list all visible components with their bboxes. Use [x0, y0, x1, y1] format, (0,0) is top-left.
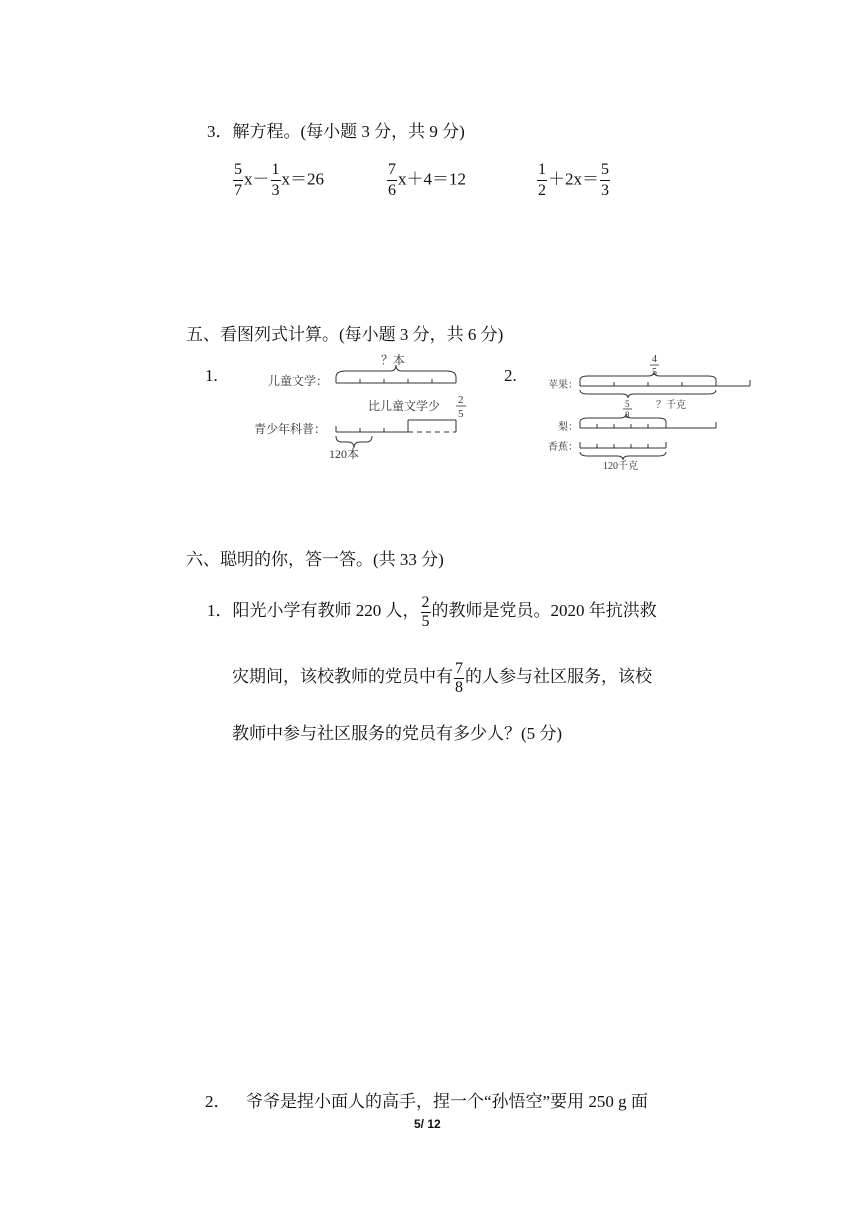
equation-1: $\frac{5}{7}$ x－ $\frac{1}{3}$ x＝26	[234, 161, 324, 199]
section-5-heading: 五、看图列式计算。(每小题 3 分，共 6 分)	[186, 325, 504, 344]
problem-2-number: 2.	[504, 366, 517, 385]
row-label-children-literature: 儿童文学：	[268, 374, 329, 388]
equation-2: $\frac{7}{6}$ x＋4＝12	[388, 161, 466, 199]
problem-1-diagram	[250, 352, 475, 462]
mid-fraction-denominator: 8	[625, 410, 630, 420]
fraction: $\frac{1}{3}$	[271, 161, 280, 199]
row-label-banana: 香蕉：	[548, 442, 578, 453]
question-2-text: 爷爷是捏小面人的高手，捏一个“孙悟空”要用 250 g 面	[246, 1092, 648, 1111]
question-1-line-1: 1．阳光小学有教师 220 人， $\frac{2}{5}$ 的教师是党员。2020 年抗洪救	[207, 593, 657, 630]
row-label-apple: 苹果：	[548, 380, 578, 391]
fraction: $\frac{5}{7}$	[234, 161, 242, 199]
question-2-number: 2．	[205, 1092, 231, 1111]
section-6-heading: 六、聪明的你，答一答。(共 33 分)	[186, 550, 444, 569]
fraction: $\frac{2}{5}$	[421, 593, 430, 630]
brace-label-question: ？本	[381, 353, 406, 367]
question-1-line-2: 灾期间，该校教师的党员中有 $\frac{7}{8}$ 的人参与社区服务，该校	[232, 659, 652, 696]
fraction: $\frac{1}{2}$	[538, 161, 546, 199]
mid-fraction-numerator: 5	[625, 399, 630, 409]
fraction-denominator: 5	[458, 408, 464, 420]
brace-label-120: 120本	[329, 447, 360, 461]
compare-note: 比儿童文学少	[368, 399, 441, 413]
section-3-heading: 3．解方程。(每小题 3 分，共 9 分)	[207, 122, 465, 141]
brace-label-120kg: 120千克	[603, 461, 638, 472]
row-label-pear: 梨：	[558, 422, 578, 433]
top-fraction-denominator: 5	[652, 367, 657, 378]
problem-1-number: 1.	[205, 366, 218, 385]
fraction: $\frac{5}{3}$	[601, 161, 609, 199]
row-label-teen-science: 青少年科普：	[254, 422, 327, 436]
mid-label-question: ？千克	[656, 400, 686, 411]
fraction: $\frac{7}{6}$	[388, 161, 396, 199]
problem-2-diagram	[540, 350, 758, 472]
equation-3: $\frac{1}{2}$ ＋2x＝ $\frac{5}{3}$	[538, 161, 609, 199]
fraction-numerator: 2	[458, 394, 464, 406]
fraction: $\frac{7}{8}$	[455, 659, 463, 696]
page-number: 5/ 12	[414, 1117, 441, 1131]
top-fraction-numerator: 4	[652, 354, 657, 365]
question-1-line-3: 教师中参与社区服务的党员有多少人？(5 分)	[232, 724, 563, 743]
